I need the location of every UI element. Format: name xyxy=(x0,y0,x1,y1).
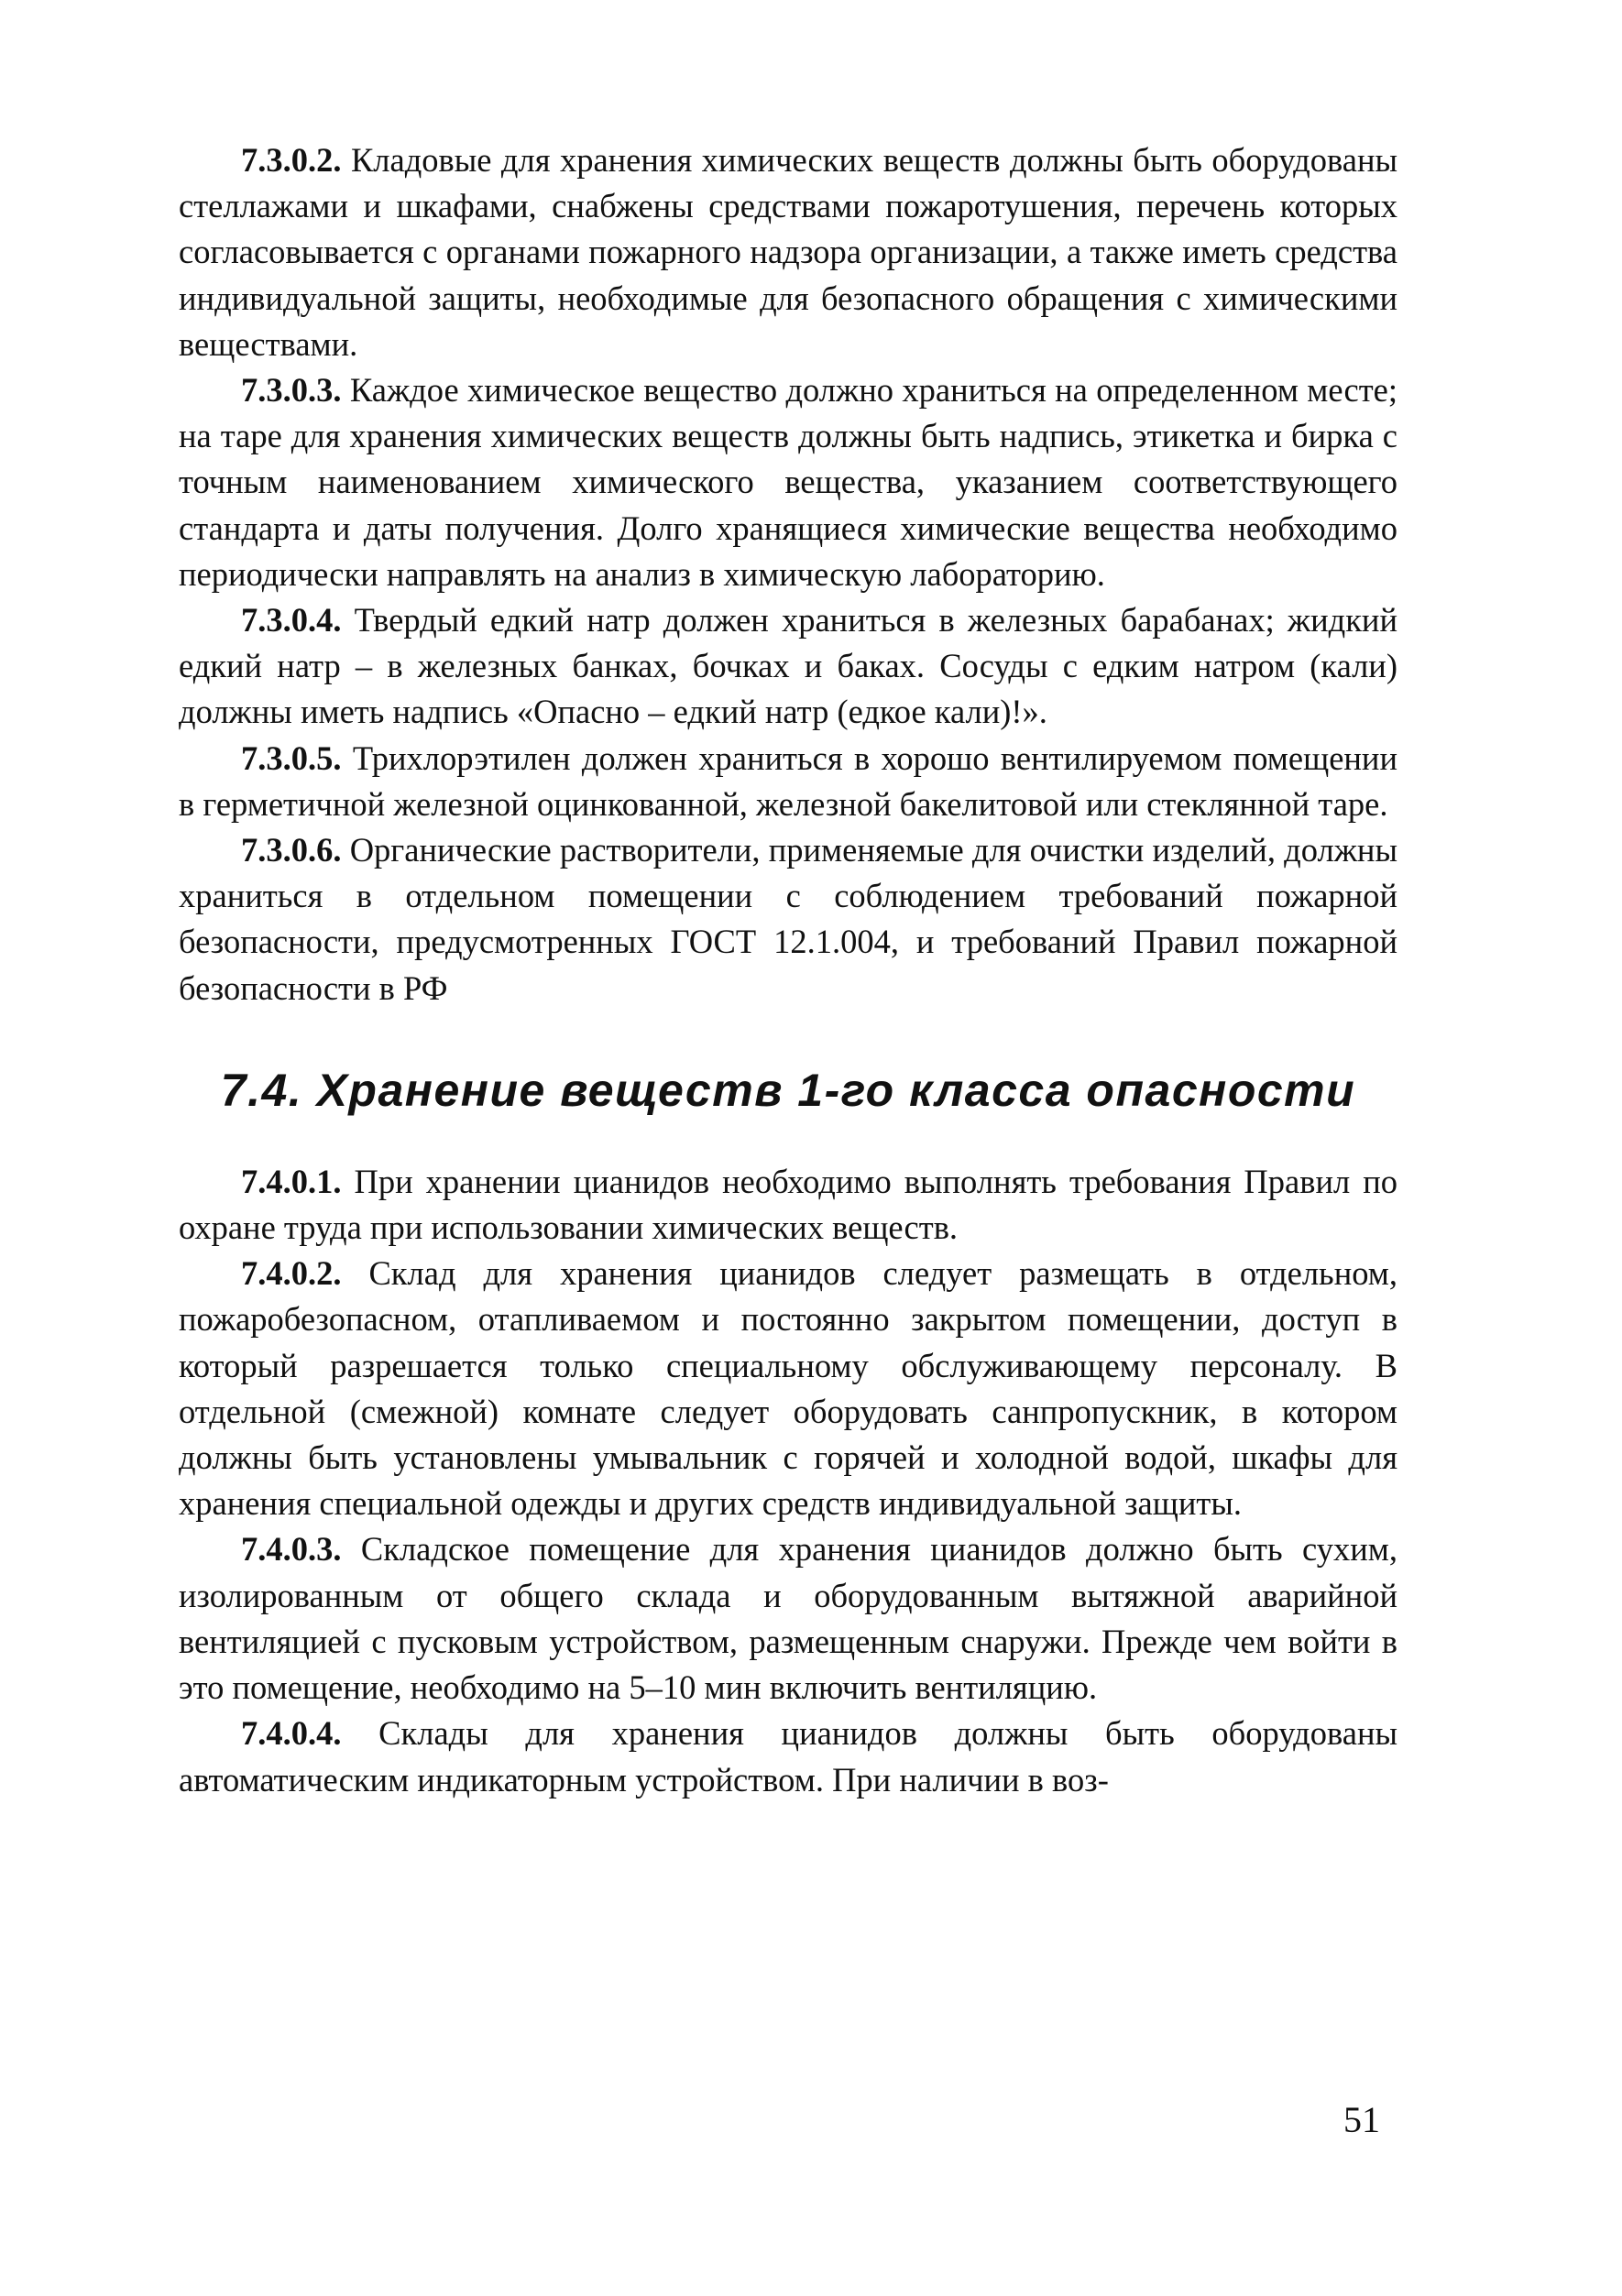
paragraph-7-4-0-2 xyxy=(179,1251,1397,1526)
paragraph-text: Склад для хранения цианидов следует размещать в отдельном, пожаробезопасном, отапливаемом и постоянно закрытом помещении, доступ в который разрешается только специальному обслуживающему персоналу. В отдельной (смежной) комнате следует оборудовать санпропускник, в котором должны быть установлены умывальник с горячей и холодной водой, шкафы для хранения специальной одежды и других средств индивидуальной защиты. xyxy=(179,1254,1398,1523)
paragraph-text: Склады для хранения цианидов должны быть оборудованы автоматическим индикаторным устройством. При наличии в воз- xyxy=(179,1714,1398,1799)
paragraph-7-3-0-6 xyxy=(179,827,1397,1011)
paragraph-7-3-0-3 xyxy=(179,367,1397,597)
paragraph-text: Органические растворители, применяемые для очистки изделий, должны храниться в отдельном помещении с соблюдением требований пожарной безопасности, предусмотренных ГОСТ 12.1.004, и требований Правил пожарной безопасности в РФ xyxy=(179,831,1397,1007)
paragraph-text: Каждое химическое вещество должно храниться на определенном месте; на таре для хранения химических веществ должны быть надпись, этикетка и бирка с точным наименованием химического вещества, указанием соответствующего стандарта и даты получения. Долго хранящиеся химические вещества необходимо периодически направлять на анализ в химическую лабораторию. xyxy=(179,371,1397,593)
clause-number: 7.4.0.2. xyxy=(241,1254,342,1293)
clause-number: 7.3.0.3. xyxy=(241,371,342,410)
paragraph-text: Твердый едкий натр должен храниться в железных барабанах; жидкий едкий натр – в железных банках, бочках и баках. Сосуды с едким натром (кали) должны иметь надпись «Опасно – едкий натр (едкое кали)!». xyxy=(179,601,1397,731)
paragraph-text: При хранении цианидов необходимо выполнять требования Правил по охране труда при использовании химических веществ. xyxy=(179,1162,1398,1247)
paragraph-7-4-0-3 xyxy=(179,1526,1397,1711)
document-page xyxy=(179,137,1397,1803)
paragraph-text: Трихлорэтилен должен храниться в хорошо вентилируемом помещении в герметичной железной оцинкованной, железной бакелитовой или стеклянной таре. xyxy=(179,738,1397,823)
paragraph-7-3-0-5 xyxy=(179,736,1397,827)
section-heading: 7.4. Хранение веществ 1-го класса опасности xyxy=(220,1064,1356,1116)
paragraph-7-4-0-4 xyxy=(179,1711,1397,1802)
paragraph-7-3-0-2 xyxy=(179,137,1397,367)
paragraph-7-4-0-1 xyxy=(179,1159,1397,1251)
paragraph-text: Кладовые для хранения химических веществ должны быть оборудованы стеллажами и шкафами, снабжены средствами пожаротушения, перечень которых согласовывается с органами пожарного надзора организации, а также иметь средства индивидуальной защиты, необходимые для безопасного обращения с химическими веществами. xyxy=(179,141,1398,363)
clause-number: 7.3.0.4. xyxy=(241,601,342,640)
paragraph-text: Складское помещение для хранения цианидов должно быть сухим, изолированным от общего склада и оборудованным вытяжной аварийной вентиляцией с пусковым устройством, размещенным снаружи. Прежде чем войти в это помещение, необходимо на 5–10 мин включить вентиляцию. xyxy=(179,1530,1398,1707)
clause-number: 7.4.0.1. xyxy=(241,1162,342,1200)
clause-number: 7.4.0.4. xyxy=(241,1714,342,1753)
clause-number: 7.3.0.6. xyxy=(241,831,342,869)
paragraph-7-3-0-4 xyxy=(179,597,1397,736)
clause-number: 7.3.0.2. xyxy=(241,141,342,179)
clause-number: 7.3.0.5. xyxy=(241,738,342,777)
clause-number: 7.4.0.3. xyxy=(241,1530,342,1569)
page-number: 51 xyxy=(1343,2099,1380,2140)
